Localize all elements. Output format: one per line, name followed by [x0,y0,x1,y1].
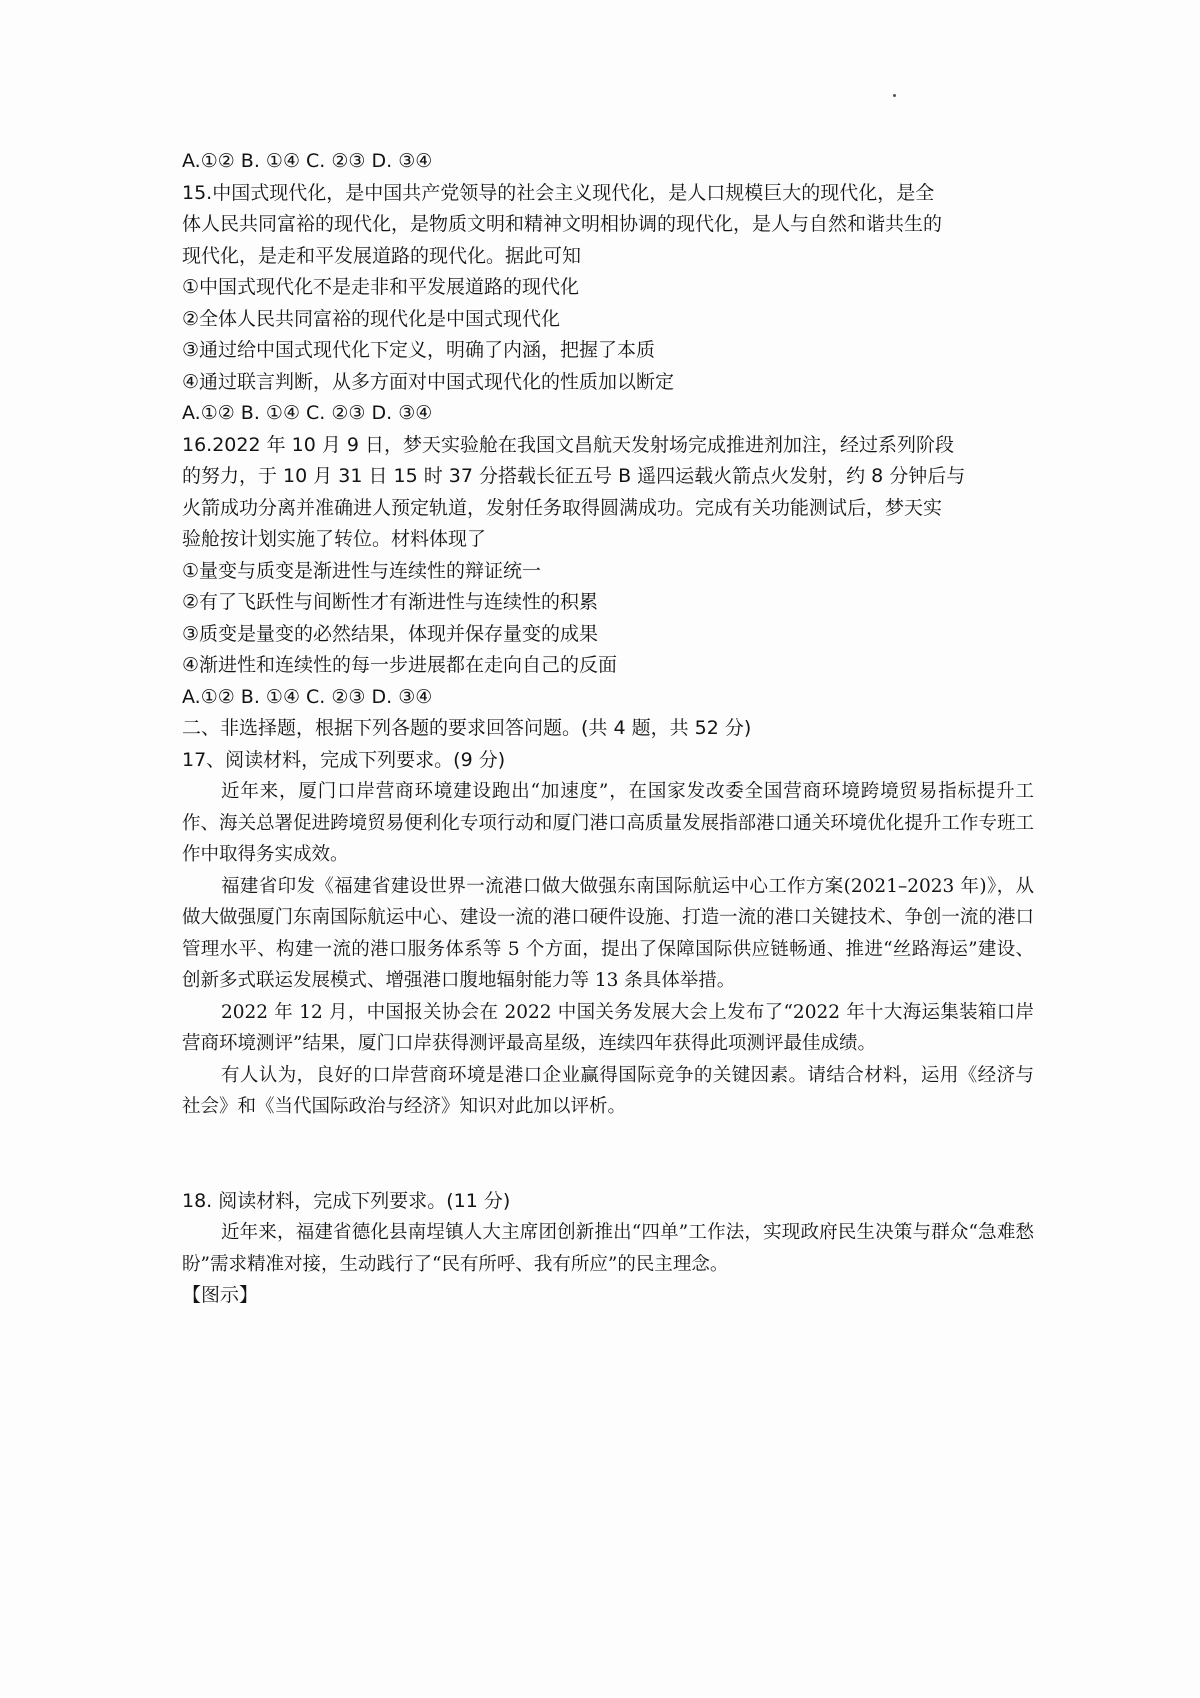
scan-speck [893,94,896,97]
q18-paragraph-1: 近年来，福建省德化县南埕镇人大主席团创新推出“四单”工作法，实现政府民生决策与群众“急难愁盼”需求精准对接，生动践行了“民有所呼、我有所应”的民主理念。 [182,1222,1034,1275]
q15-options: A.①② B. ①④ C. ②③ D. ③④ [182,402,433,424]
q17-heading: 17、阅读材料，完成下列要求。(9 分) [182,748,506,771]
q18-figure-label: 【图示】 [182,1284,259,1306]
question-15 [182,178,1034,430]
q14-options: A.①② B. ①④ C. ②③ D. ③④ [182,150,433,172]
question-16 [182,430,1034,714]
q17-paragraph-4: 有人认为，良好的口岸营商环境是港口企业赢得国际竞争的关键因素。请结合材料，运用《经济与社会》和《当代国际政治与经济》知识对此加以评析。 [182,1064,1034,1117]
q17-paragraph-3: 2022 年 12 月，中国报关协会在 2022 中国关务发展大会上发布了“2022 年十大海运集装箱口岸营商环境测评”结果，厦门口岸获得测评最高星级，连续四年获得此项测评最佳成绩。 [182,1001,1034,1054]
q15-item-3: ③通过给中国式现代化下定义，明确了内涵，把握了本质 [182,339,656,361]
q15-stem-line-2: 体人民共同富裕的现代化，是物质文明和精神文明相协调的现代化，是人与自然和谐共生的 [182,213,943,235]
q16-stem-line-4: 验舱按计划实施了转位。材料体现了 [182,528,487,550]
q15-item-4: ④通过联言判断，从多方面对中国式现代化的性质加以断定 [182,370,675,393]
q17-paragraph-1: 近年来，厦门口岸营商环境建设跑出“加速度”，在国家发改委全国营商环境跨境贸易指标提升工作、海关总署促进跨境贸易便利化专项行动和厦门港口高质量发展指部港口通关环境优化提升工作专班工作中取得务实成效。 [182,781,1034,865]
q17-paragraph-2: 福建省印发《福建省建设世界一流港口做大做强东南国际航运中心工作方案(2021–2023 年)》，从做大做强厦门东南国际航运中心、建设一流的港口硬件设施、打造一流的港口关键技术、争创一流的港口管理水平、构建一流的港口服务体系等 5 个方面，提出了保障国际供应链畅通、推进“丝路海运”建设、创新多式联运发展模式、增强港口腹地辐射能力等 13 条具体举措。 [182,875,1034,991]
q16-item-4: ④渐进性和连续性的每一步进展都在走向自己的反面 [182,654,618,676]
answer-space [182,1123,1034,1186]
page-content [182,146,1034,1312]
question-17 [182,745,1034,1123]
q15-stem-line-3: 现代化，是走和平发展道路的现代化。据此可知 [182,244,582,267]
q16-item-3: ③质变是量变的必然结果，体现并保存量变的成果 [182,622,599,645]
q15-item-2: ②全体人民共同富裕的现代化是中国式现代化 [182,307,561,330]
q18-heading: 18. 阅读材料，完成下列要求。(11 分) [182,1189,511,1212]
section-2-heading: 二、非选择题，根据下列各题的要求回答问题。(共 4 题，共 52 分) [182,717,752,739]
q16-options: A.①② B. ①④ C. ②③ D. ③④ [182,685,433,708]
q15-stem-line-1: 15.中国式现代化，是中国共产党领导的社会主义现代化，是人口规模巨大的现代化，是全 [182,181,935,204]
q16-item-2: ②有了飞跃性与间断性才有渐进性与连续性的积累 [182,591,599,613]
q16-stem-line-1: 16.2022 年 10 月 9 日，梦天实验舱在我国文昌航天发射场完成推进剂加注，经过系列阶段 [182,433,955,456]
q16-item-1: ①量变与质变是渐进性与连续性的辩证统一 [182,559,542,582]
q16-stem-line-2: 的努力，于 10 月 31 日 15 时 37 分搭载长征五号 B 遥四运载火箭点火发射，约 8 分钟后与 [182,465,966,487]
q16-stem-line-3: 火箭成功分离并准确进人预定轨道，发射任务取得圆满成功。完成有关功能测试后，梦天实 [182,496,943,519]
question-18 [182,1186,1034,1312]
q15-item-1: ①中国式现代化不是走非和平发展道路的现代化 [182,276,580,298]
